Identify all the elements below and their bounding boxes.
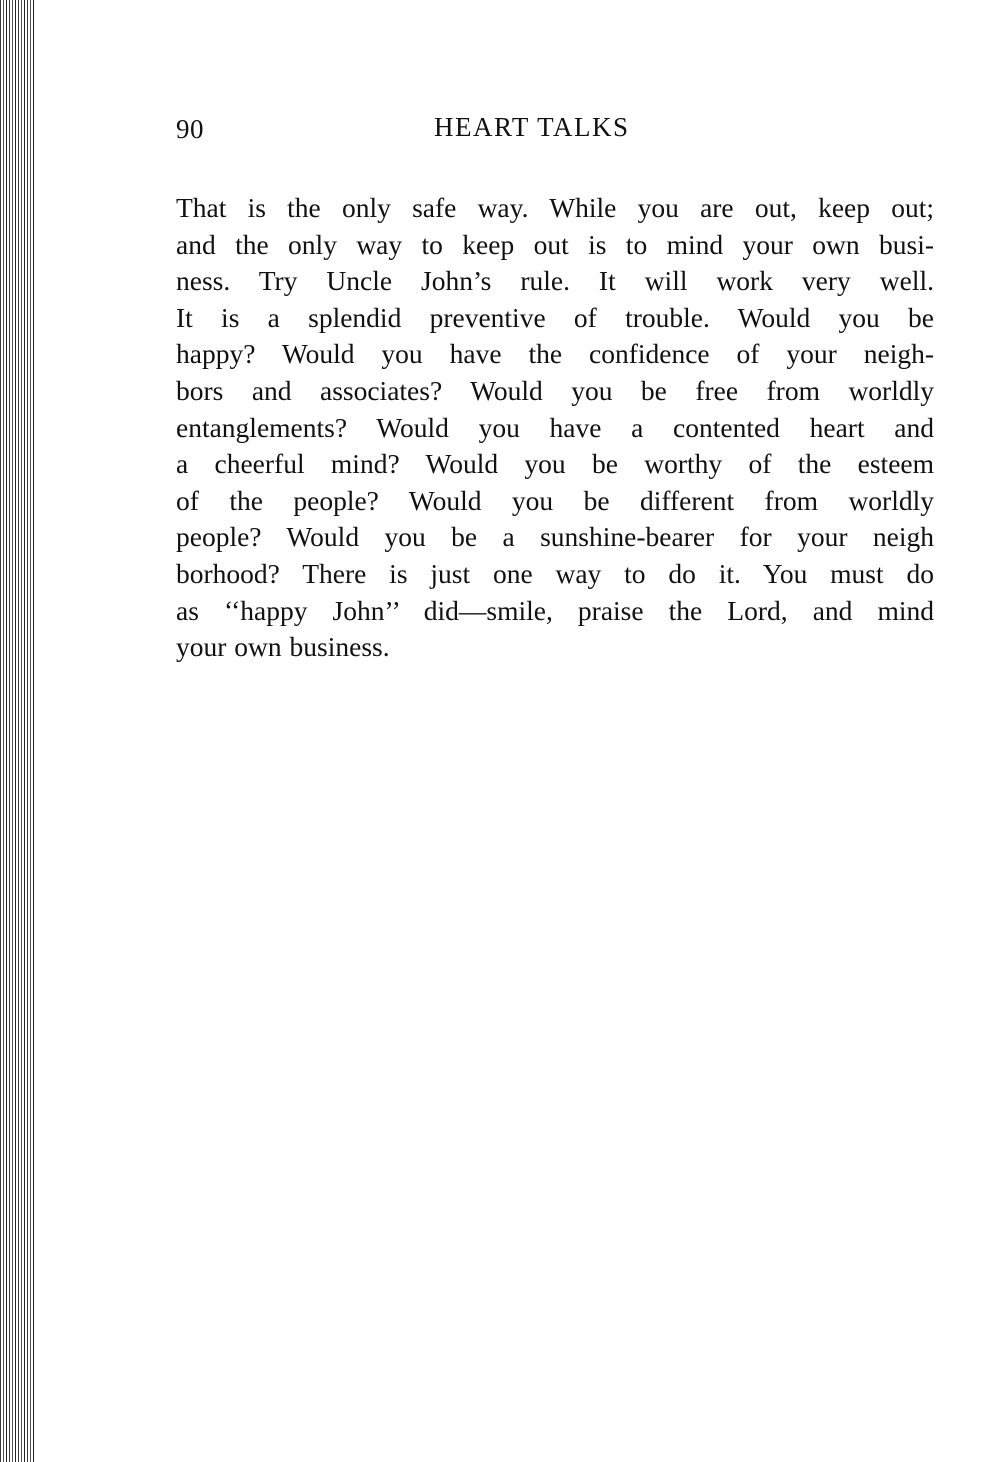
text-line: That is the only safe way. While you are out, keep out; — [176, 192, 934, 223]
text-line: as ‘‘happy John’’ did—smile, praise the Lord, and mind — [176, 594, 934, 626]
text-line: happy? Would you have the confidence of your neigh- — [176, 338, 934, 370]
text-line: of the people? Would you be different from worldly — [176, 484, 934, 516]
book-page — [176, 108, 934, 666]
running-head — [176, 108, 934, 148]
text-line: your own business. — [176, 631, 390, 663]
text-line: It is a splendid preventive of trouble. Would you be — [176, 301, 934, 333]
text-line: entanglements? Would you have a contented heart and — [176, 411, 934, 443]
text-line: ness. Try Uncle John’s rule. It will work very well. — [176, 265, 934, 297]
book-binding-edge — [0, 0, 34, 1462]
text-line: bors and associates? Would you be free from worldly — [176, 374, 934, 406]
text-line: and the only way to keep out is to mind your own busi- — [176, 228, 934, 260]
page-number: 90 — [176, 114, 204, 144]
text-line: a cheerful mind? Would you be worthy of the esteem — [176, 448, 934, 480]
text-line: people? Would you be a sunshine-bearer for your neigh — [176, 521, 934, 553]
body-paragraph — [176, 190, 934, 666]
text-line: borhood? There is just one way to do it. You must do — [176, 557, 934, 589]
book-title: HEART TALKS — [434, 112, 630, 142]
